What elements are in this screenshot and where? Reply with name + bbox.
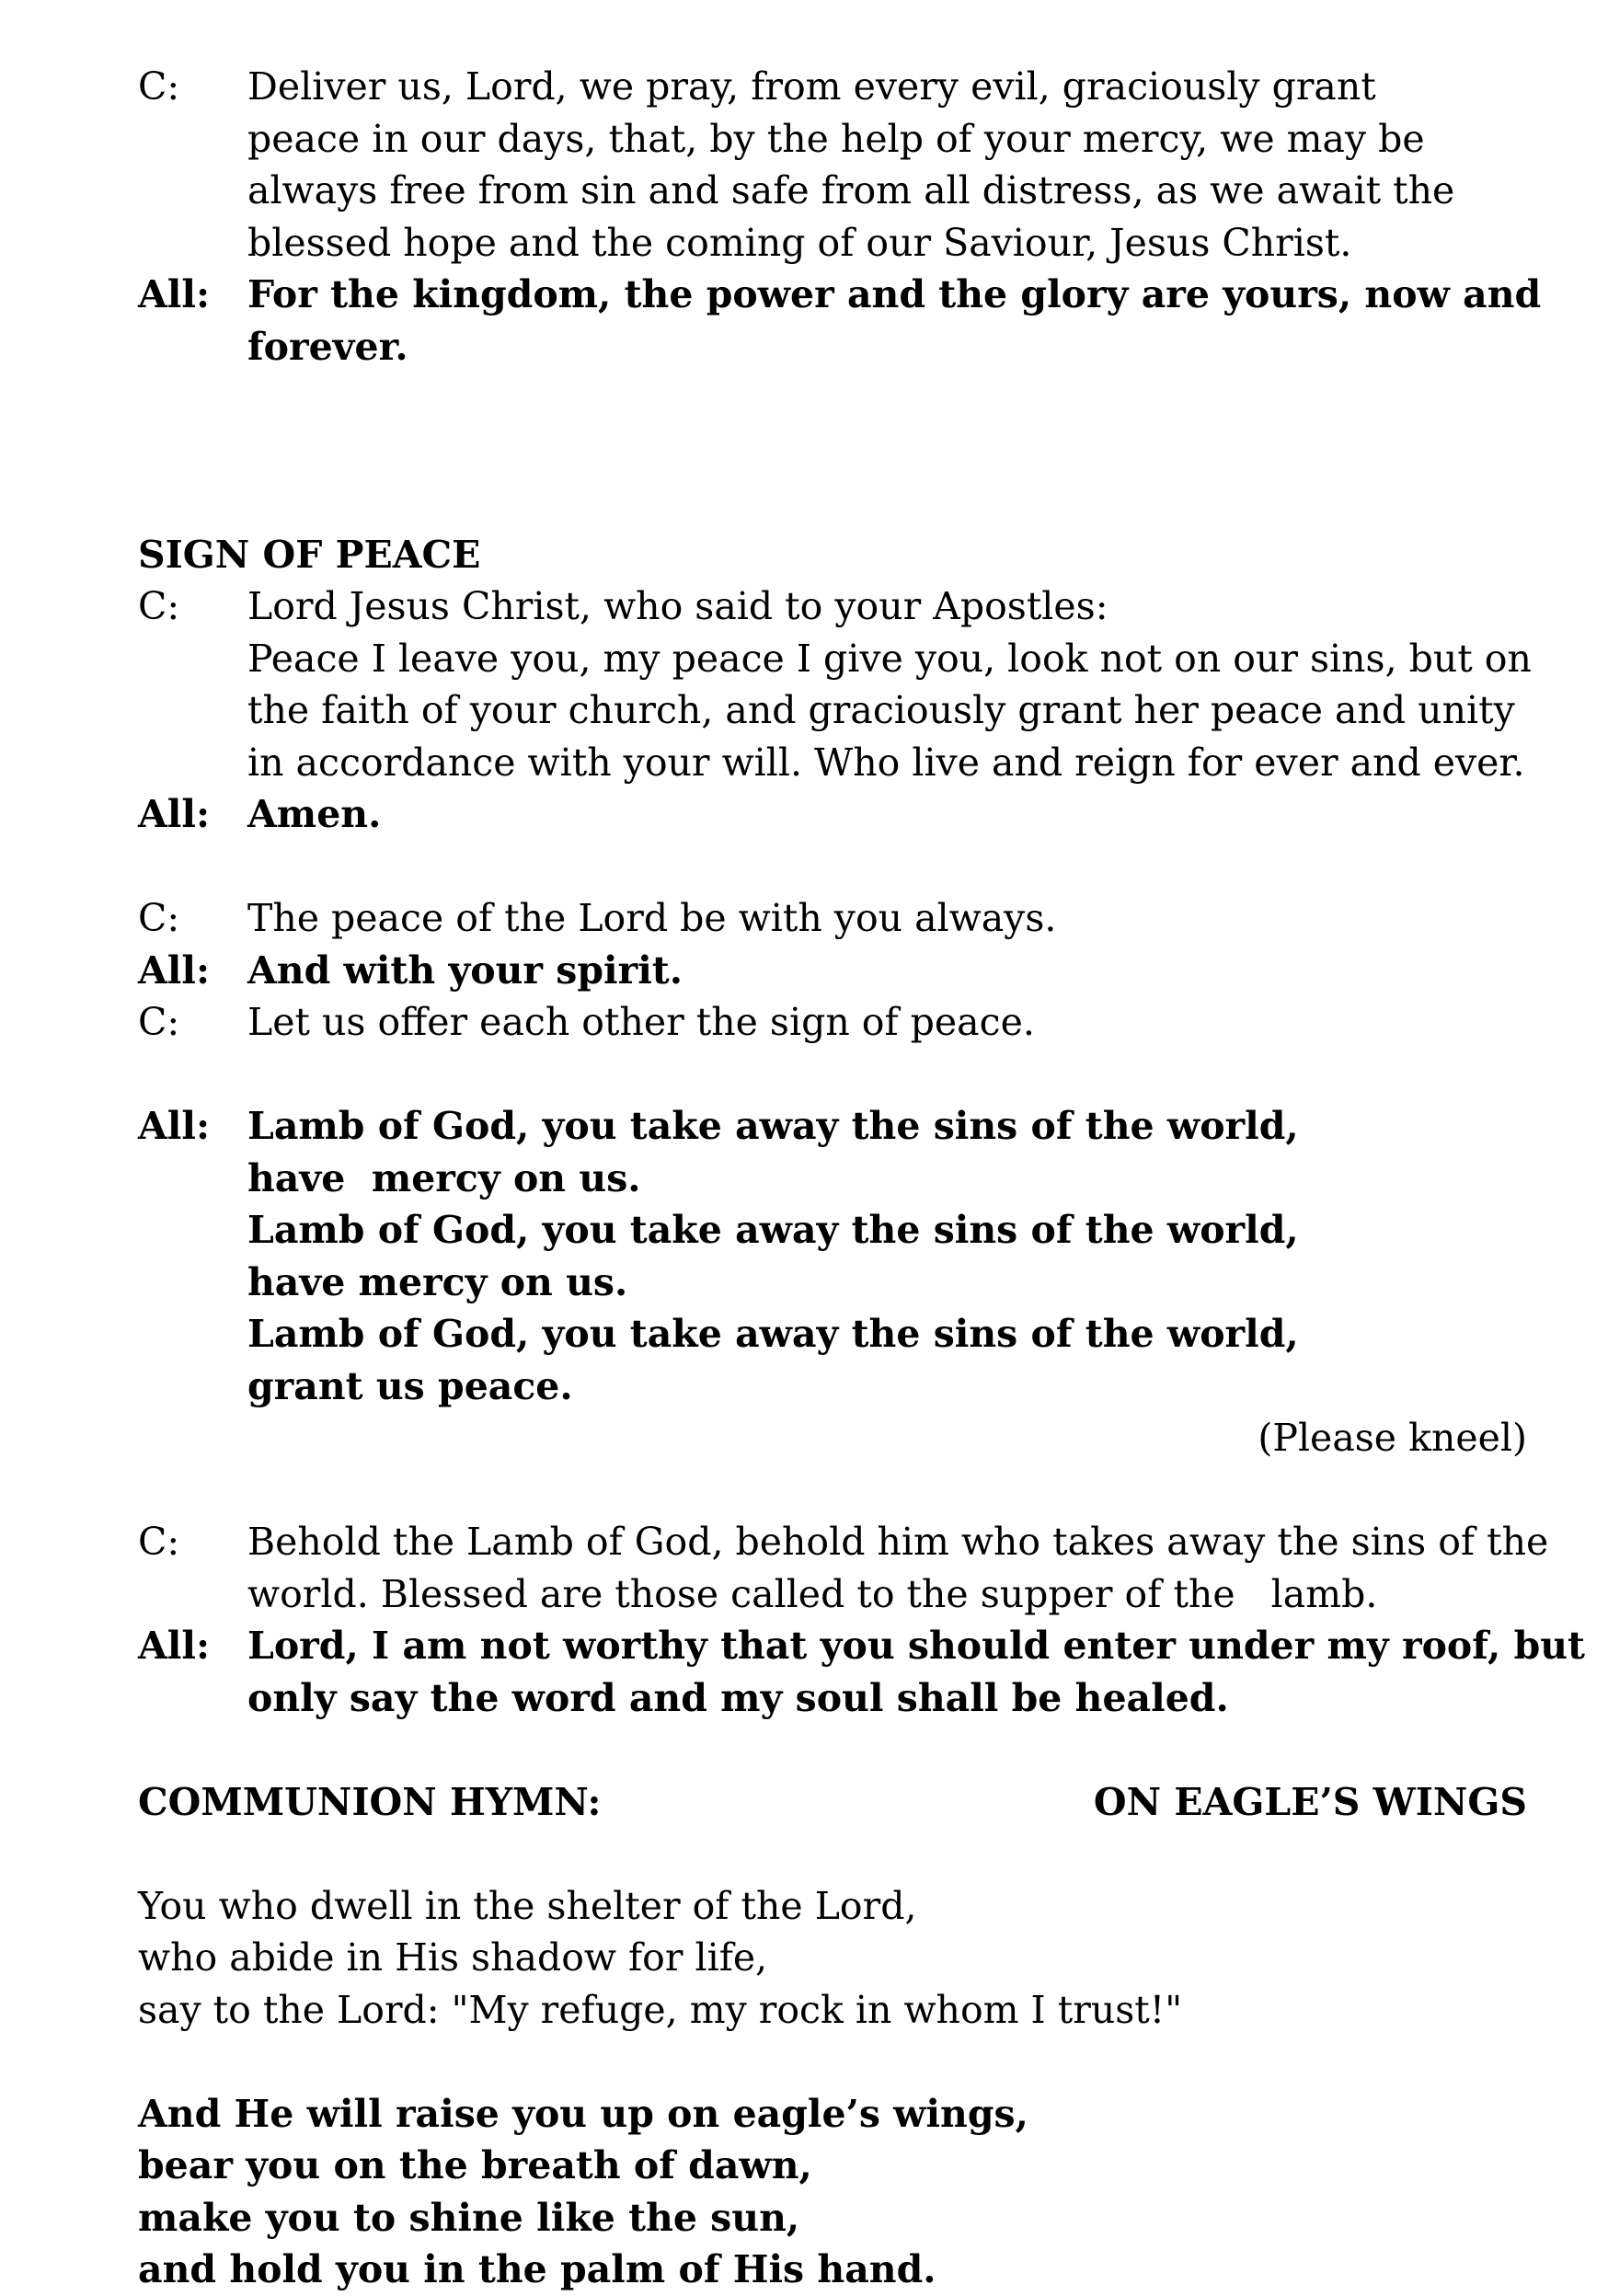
prayer-text: Peace I leave you, my peace I give you, look not on our sins, but on <box>247 636 1532 681</box>
prayer-text: in accordance with your will. Who live and reign for ever and ever. <box>247 740 1525 785</box>
section-heading <box>138 529 1527 581</box>
refrain-text: make you to shine like the sun, <box>138 2195 800 2240</box>
prayer-text: Lord Jesus Christ, who said to your Apostles: <box>247 584 1108 628</box>
response-text: Lamb of God, you take away the sins of the world, <box>247 1104 1299 1148</box>
response-text: only say the word and my soul shall be healed. <box>247 1675 1229 1720</box>
verse-text: You who dwell in the shelter of the Lord, <box>138 1883 917 1928</box>
prayer-line <box>138 1568 1527 1621</box>
prayer-line <box>138 996 1527 1049</box>
speaker-label: C: <box>138 1000 180 1044</box>
prayer-text: Let us offer each other the sign of peace. <box>247 1000 1035 1044</box>
response-line <box>138 1257 1527 1309</box>
hymn-title: ON EAGLE’S WINGS <box>1093 1779 1527 1824</box>
prayer-text: world. Blessed are those called to the supper of the lamb. <box>247 1571 1378 1616</box>
response-text: have mercy on us. <box>247 1155 641 1200</box>
speaker-label: C: <box>138 64 180 109</box>
sign-of-peace-heading: SIGN OF PEACE <box>138 532 481 577</box>
speaker-label: C: <box>138 896 180 940</box>
response-text: Amen. <box>247 792 382 836</box>
response-line <box>138 1153 1527 1205</box>
refrain-text: and hold you in the palm of His hand. <box>138 2247 936 2291</box>
prayer-text: The peace of the Lord be with you always. <box>247 896 1057 940</box>
speaker-label: C: <box>138 584 180 628</box>
prayer-line <box>138 684 1527 737</box>
response-line <box>138 321 1527 373</box>
hymn-verse-line <box>138 1880 1527 1933</box>
communion-hymn-label: COMMUNION HYMN: <box>138 1779 602 1824</box>
refrain-text: bear you on the breath of dawn, <box>138 2143 812 2187</box>
speaker-label: All: <box>138 272 211 316</box>
response-line <box>138 788 1527 841</box>
prayer-line <box>138 165 1527 217</box>
refrain-text: And He will raise you up on eagle’s wings, <box>138 2091 1028 2136</box>
speaker-label: All: <box>138 1104 211 1148</box>
prayer-text: always free from sin and safe from all distress, as we await the <box>247 168 1455 212</box>
response-text: have mercy on us. <box>247 1259 628 1304</box>
response-text: grant us peace. <box>247 1363 573 1408</box>
response-text: And with your spirit. <box>247 947 683 993</box>
prayer-line <box>138 580 1527 633</box>
instruction-line <box>138 1412 1527 1464</box>
liturgy-page <box>138 61 1585 2296</box>
prayer-line <box>138 737 1527 789</box>
response-line <box>138 1620 1585 1672</box>
prayer-text: Behold the Lamb of God, behold him who takes away the sins of the <box>247 1520 1549 1564</box>
speaker-label: C: <box>138 1520 180 1564</box>
hymn-verse-line <box>138 1932 1527 1984</box>
hymn-refrain-line <box>138 2244 1527 2296</box>
prayer-text: Deliver us, Lord, we pray, from every evil, graciously grant <box>247 64 1376 109</box>
hymn-refrain-line <box>138 2088 1527 2141</box>
prayer-text: peace in our days, that, by the help of your mercy, we may be <box>247 116 1425 161</box>
response-line <box>138 1360 1527 1413</box>
kneel-instruction: (Please kneel) <box>1258 1416 1527 1460</box>
speaker-label: All: <box>138 792 211 836</box>
response-text: For the kingdom, the power and the glory are yours, now and <box>247 272 1542 316</box>
hymn-refrain-line <box>138 2192 1527 2244</box>
prayer-text: blessed hope and the coming of our Saviour, Jesus Christ. <box>247 220 1352 265</box>
response-line <box>138 1100 1527 1153</box>
response-text: Lamb of God, you take away the sins of the world, <box>247 1208 1299 1252</box>
hymn-refrain-line <box>138 2140 1527 2192</box>
response-text: Lamb of God, you take away the sins of the world, <box>247 1312 1299 1356</box>
response-text: Lord, I am not worthy that you should enter under my roof, but <box>247 1624 1585 1668</box>
response-line <box>138 269 1542 321</box>
prayer-line <box>138 61 1527 113</box>
prayer-line <box>138 892 1527 945</box>
hymn-heading <box>138 1776 1527 1829</box>
response-text: forever. <box>247 324 408 369</box>
prayer-line <box>138 217 1527 270</box>
prayer-text: the faith of your church, and graciously grant her peace and unity <box>247 688 1515 732</box>
hymn-verse-line <box>138 1984 1527 2037</box>
speaker-label: All: <box>138 1624 211 1668</box>
verse-text: who abide in His shadow for life, <box>138 1935 768 1980</box>
response-line <box>138 945 1527 997</box>
response-line <box>138 1204 1527 1257</box>
prayer-line <box>138 113 1527 166</box>
speaker-label: All: <box>138 947 211 993</box>
response-line <box>138 1308 1527 1360</box>
response-line <box>138 1672 1527 1725</box>
prayer-line <box>138 1516 1549 1568</box>
verse-text: say to the Lord: "My refuge, my rock in whom I trust!" <box>138 1987 1183 2032</box>
prayer-line <box>138 633 1532 685</box>
